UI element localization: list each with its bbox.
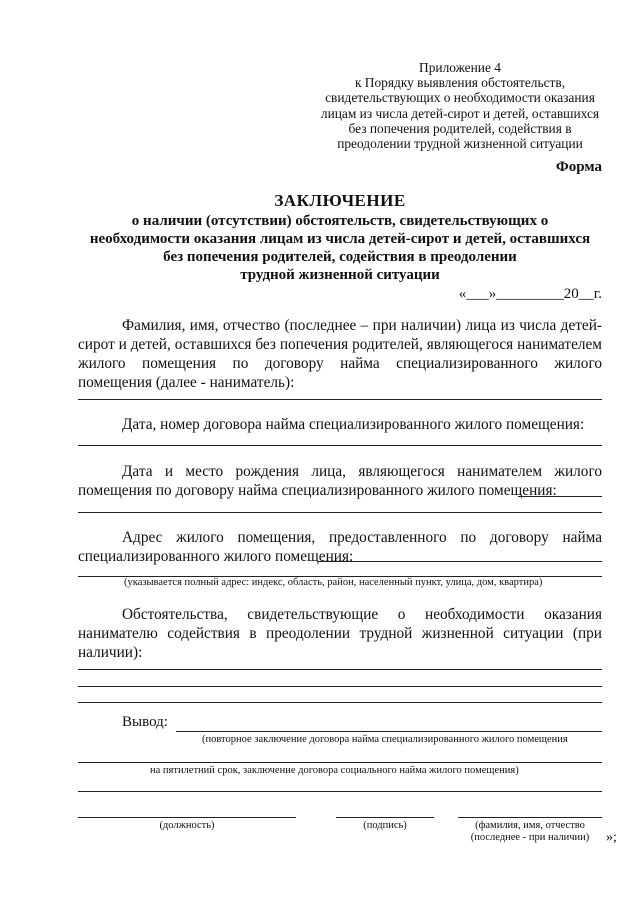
tenant-name-fill-line[interactable] [78,399,602,400]
contract-fill-line[interactable] [78,445,602,446]
birth-inline-fill-line[interactable] [518,496,602,497]
conclusion-fill-line[interactable] [78,791,602,792]
date-line: «___»_________20__г. [458,286,602,302]
full-name-fill-line[interactable] [458,817,602,818]
circumstances-fill-line[interactable] [78,702,602,703]
title-sub-line: трудной жизненной ситуации [240,267,440,283]
position-fill-line[interactable] [78,817,296,818]
birth-label: Дата и место рождения лица, являющегося нанимателем жилого помещения по договору найма специализированного жилого помещения: [78,463,602,499]
appendix-header [310,60,610,151]
title-sub-line: необходимости оказания лицам из числа детей-сирот и детей, оставшихся [89,231,591,247]
document-title [70,190,610,284]
tenant-name-label: Фамилия, имя, отчество (последнее – при наличии) лица из числа детей-сирот и детей, оставшихся без попечения родителей, являющегося нанимателем жилого помещения по договору найма специализированного жилого помещения (далее - наниматель): [78,317,602,391]
circumstances-label: Обстоятельства, свидетельствующие о необходимости оказания нанимателю содействия в преодолении трудной жизненной ситуации (при наличии): [78,606,602,661]
full-name-caption-line: (фамилия, имя, отчество [475,820,585,831]
conclusion-note: (повторное заключение договора найма специализированного жилого помещения [202,734,568,745]
appendix-line: лицам из числа детей-сирот и детей, оставшихся [320,105,600,121]
appendix-line: без попечения родителей, содействия в [348,120,572,136]
signature-caption: (подпись) [363,820,407,831]
address-label: Адрес жилого помещения, предоставленного по договору найма специализированного жилого помещения: [78,529,602,565]
address-inline-fill-line[interactable] [318,561,602,562]
conclusion-fill-line[interactable] [176,731,602,732]
conclusion-note: на пятилетний срок, заключение договора социального найма жилого помещения) [150,765,519,776]
full-name-caption-line: (последнее - при наличии) [470,832,590,843]
appendix-line: Приложение 4 [419,60,501,75]
circumstances-fill-line[interactable] [78,686,602,687]
contract-label: Дата, номер договора найма специализированного жилого помещения: [122,416,585,433]
circumstances-fill-line[interactable] [78,669,602,670]
conclusion-fill-line[interactable] [78,762,602,763]
title-sub-line: о наличии (отсутствии) обстоятельств, свидетельствующих о [131,213,549,229]
signature-fill-line[interactable] [336,817,434,818]
birth-fill-line[interactable] [78,512,602,513]
full-name-caption [452,820,608,844]
appendix-line: свидетельствующих о необходимости оказания [325,90,595,106]
form-label: Форма [555,159,602,175]
conclusion-label: Вывод: [122,714,168,730]
position-caption: (должность) [159,820,215,831]
appendix-line: преодолении трудной жизненной ситуации [337,136,583,152]
title-main: ЗАКЛЮЧЕНИЕ [274,191,406,210]
address-note: (указывается полный адрес: индекс, область, район, населенный пункт, улица, дом, квартира) [124,577,543,588]
closing-mark: »; [606,830,617,845]
appendix-line: к Порядку выявления обстоятельств, [354,75,566,91]
title-sub-line: без попечения родителей, содействия в преодолении [163,249,517,265]
